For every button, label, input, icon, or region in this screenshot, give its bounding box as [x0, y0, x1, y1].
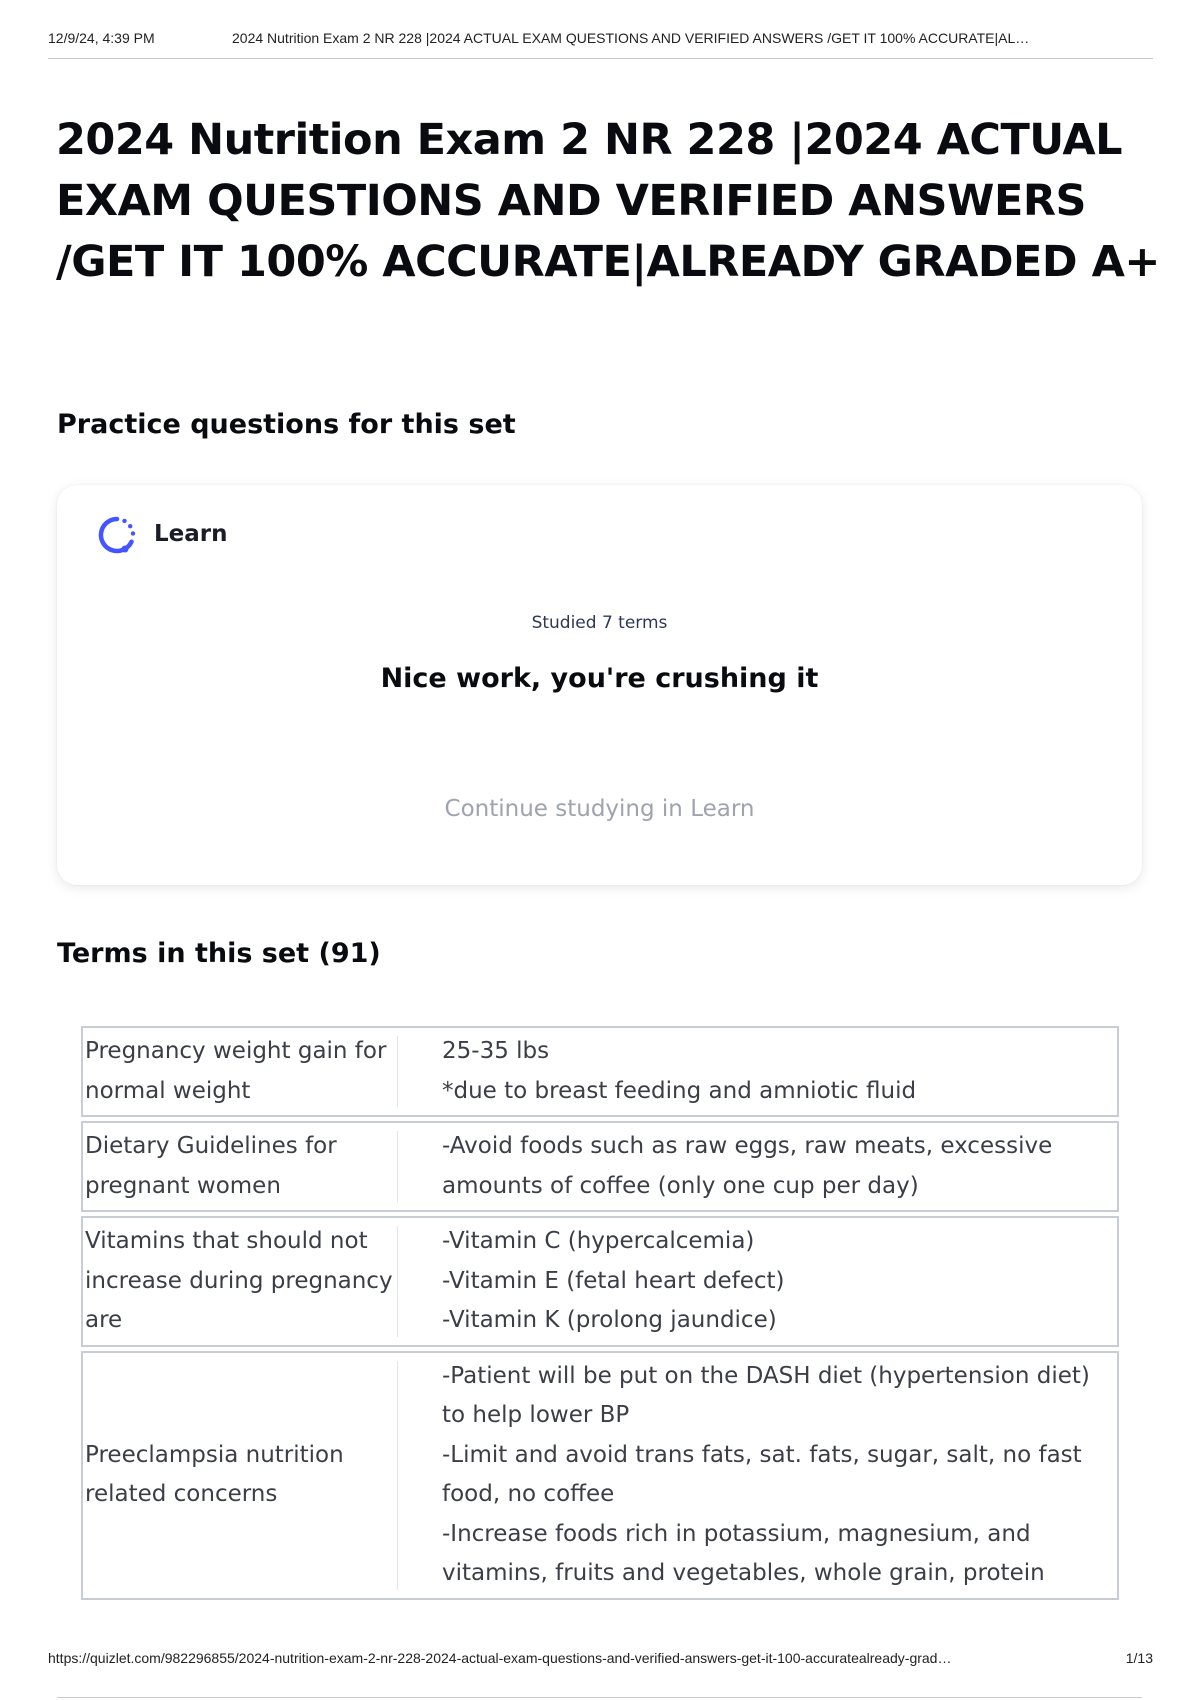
- definition-cell: [397, 1216, 1119, 1347]
- bottom-divider: [57, 1697, 1142, 1698]
- page-number: 1/13: [1125, 1650, 1153, 1666]
- definition-line: -Avoid foods such as raw eggs, raw meats, excessive amounts of coffee (only one cup per day): [442, 1133, 1053, 1199]
- terms-heading: Terms in this set (91): [57, 938, 381, 969]
- definition-line: -Increase foods rich in potassium, magnesium, and vitamins, fruits and vegetables, whole grain, protein: [442, 1520, 1045, 1586]
- term-row: [81, 1351, 1119, 1600]
- print-doc-title: 2024 Nutrition Exam 2 NR 228 |2024 ACTUAL EXAM QUESTIONS AND VERIFIED ANSWERS /GET IT 100% ACCURATE|AL…: [232, 30, 1030, 46]
- page-title: 2024 Nutrition Exam 2 NR 228 |2024 ACTUAL EXAM QUESTIONS AND VERIFIED ANSWERS /GET IT 100% ACCURATE|ALREADY GRADED A+: [56, 115, 1160, 287]
- term-text: Pregnancy weight gain for normal weight: [81, 1026, 397, 1117]
- term-text: Dietary Guidelines for pregnant women: [81, 1121, 397, 1212]
- studied-count: Studied 7 terms: [531, 613, 668, 633]
- definition-line: -Vitamin E (fetal heart defect): [442, 1267, 785, 1294]
- term-row: [81, 1121, 1119, 1212]
- term-text: Vitamins that should not increase during pregnancy are: [81, 1216, 397, 1347]
- definition-line: -Vitamin K (prolong jaundice): [442, 1307, 777, 1333]
- print-date: 12/9/24, 4:39 PM: [48, 30, 155, 46]
- terms-table: [81, 1026, 1119, 1600]
- term-text: Preeclampsia nutrition related concerns: [81, 1351, 397, 1600]
- definition-line: *due to breast feeding and amniotic fluid: [442, 1077, 917, 1104]
- definition-line: -Patient will be put on the DASH diet (hypertension diet) to help lower BP: [442, 1362, 1090, 1428]
- learn-label: Learn: [154, 521, 228, 547]
- definition-cell: [397, 1121, 1119, 1212]
- learn-progress-icon: [95, 513, 139, 557]
- learn-card[interactable]: [57, 485, 1142, 885]
- term-row: [81, 1026, 1119, 1117]
- definition-line: -Limit and avoid trans fats, sat. fats, sugar, salt, no fast food, no coffee: [442, 1441, 1082, 1507]
- print-url: https://quizlet.com/982296855/2024-nutrition-exam-2-nr-228-2024-actual-exam-questions-and-verified-answers-get-it-100-accuratealready-grad…: [48, 1650, 952, 1666]
- definition-cell: [397, 1351, 1119, 1600]
- practice-heading: Practice questions for this set: [57, 409, 516, 440]
- print-header: [48, 30, 1153, 59]
- definition-line: 25-35 lbs: [442, 1038, 550, 1064]
- continue-learn-button[interactable]: Continue studying in Learn: [439, 795, 761, 823]
- term-row: [81, 1216, 1119, 1347]
- progress-message: Nice work, you're crushing it: [380, 663, 819, 694]
- definition-line: -Vitamin C (hypercalcemia): [442, 1228, 755, 1254]
- definition-cell: [397, 1026, 1119, 1117]
